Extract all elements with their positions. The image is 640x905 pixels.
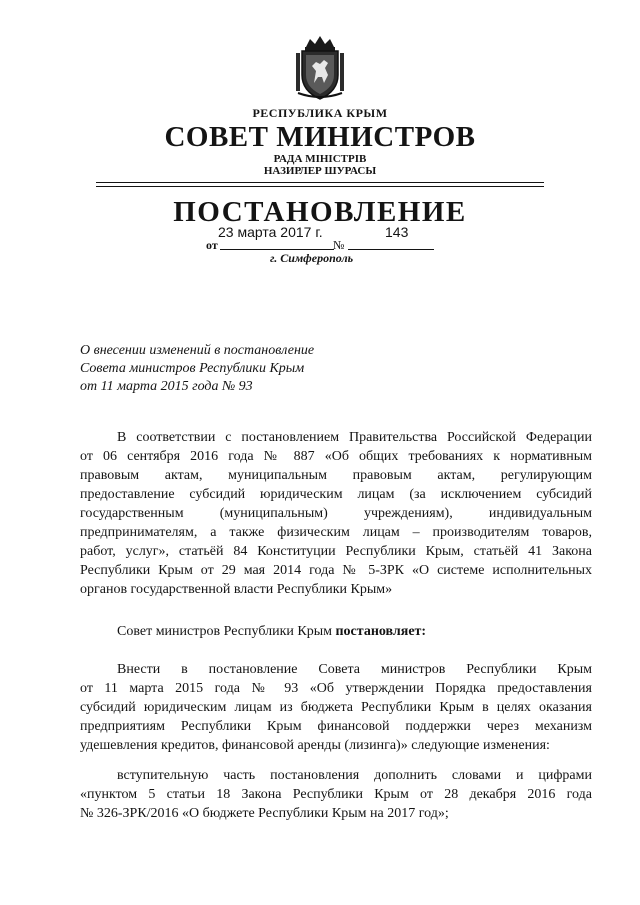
resolution-verb: постановляет: (335, 624, 427, 639)
paragraph-line: работ, услуг», статьёй 84 Конституции Республики Крым, статьёй 41 Закона (80, 544, 592, 559)
coat-of-arms-emblem (292, 33, 348, 101)
subject-line: О внесении изменений в постановление (80, 343, 315, 358)
council-name-crimean-tatar: НАЗИРЛЕР ШУРАСЫ (263, 165, 377, 177)
paragraph-line: В соответствии с постановлением Правительства Российской Федерации (117, 430, 592, 445)
paragraph-line: органов государственной власти Республики Крым» (80, 582, 393, 597)
paragraph-line: «пунктом 5 статьи 18 Закона Республики Крым от 28 декабря 2016 года (80, 787, 592, 802)
document-number: 143 (385, 224, 409, 240)
subject-line: от 11 марта 2015 года № 93 (80, 379, 253, 394)
republic-name: РЕСПУБЛИКА КРЫМ (252, 106, 388, 120)
paragraph-line: правовым актам, муниципальным правовым актам, регулирующим (80, 468, 592, 483)
date-underline (220, 249, 334, 250)
amendment-paragraph (80, 660, 592, 755)
document-subject (80, 342, 314, 396)
paragraph-line: от 06 сентября 2016 года № 887 «Об общих требованиях к нормативным (80, 449, 592, 464)
paragraph-line: Внести в постановление Совета министров Республики Крым (117, 662, 592, 677)
paragraph-line: субсидий юридическим лицам из бюджета Республики Крым в целях оказания (80, 700, 592, 715)
document-title: ПОСТАНОВЛЕНИЕ (173, 196, 467, 228)
preamble-paragraph (80, 428, 592, 599)
paragraph-line: предоставление субсидий юридическим лицам (за исключением субсидий (80, 487, 592, 502)
council-name: СОВЕТ МИНИСТРОВ (164, 121, 476, 153)
document-city: г. Симферополь (270, 251, 354, 265)
change-item-paragraph (80, 766, 592, 823)
council-name-ukrainian: РАДА МІНІСТРІВ (273, 153, 367, 165)
resolution-statement (117, 624, 426, 640)
header-divider-thin (96, 186, 544, 187)
paragraph-line: от 11 марта 2015 года № 93 «Об утверждении Порядка предоставления (80, 681, 592, 696)
paragraph-line: № 326-ЗРК/2016 «О бюджете Республики Крым на 2017 год»; (80, 806, 449, 821)
number-underline (348, 249, 434, 250)
paragraph-line: вступительную часть постановления дополнить словами и цифрами (117, 768, 592, 783)
subject-line: Совета министров Республики Крым (80, 361, 305, 376)
date-prefix: от (206, 238, 218, 252)
paragraph-line: государственным (муниципальным) учреждениям), индивидуальным (80, 506, 592, 521)
paragraph-line: удешевления кредитов, финансовой аренды (лизинга)» следующие изменения: (80, 738, 550, 753)
paragraph-line: Республики Крым от 29 мая 2014 года № 5-ЗРК «О системе исполнительных (80, 563, 592, 578)
paragraph-line: предприятиям Республики Крым финансовой поддержки через механизм (80, 719, 592, 734)
number-prefix: № (333, 238, 345, 252)
paragraph-line: предпринимателям, а также физическим лицам – производителям товаров, (80, 525, 592, 540)
header-divider-thick (96, 182, 544, 183)
document-date: 23 марта 2017 г. (218, 224, 323, 240)
resolution-prefix: Совет министров Республики Крым (117, 624, 336, 639)
